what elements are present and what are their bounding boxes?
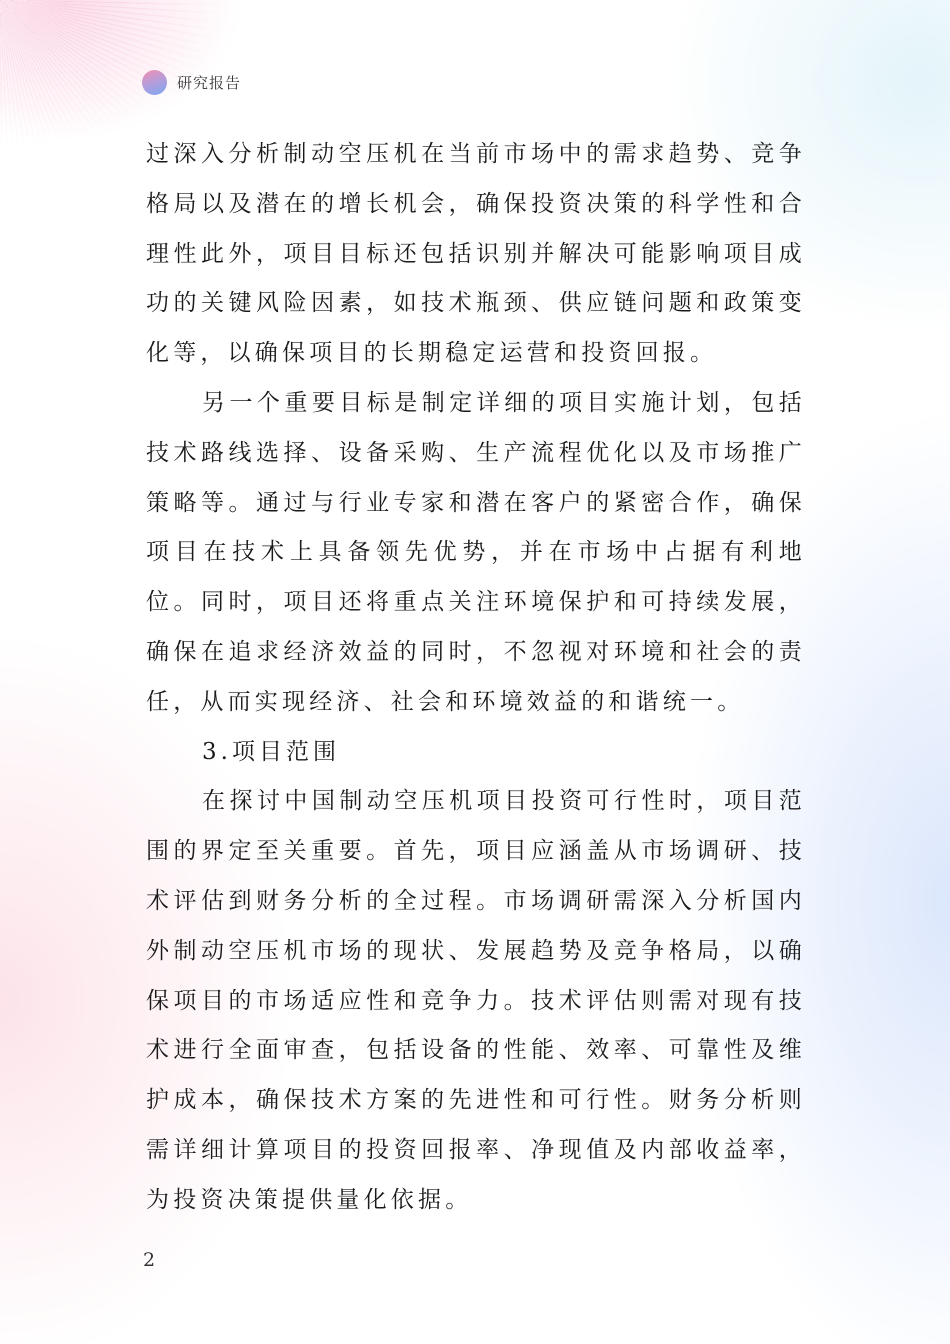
page-header	[142, 68, 241, 96]
page-number: 2	[143, 1249, 156, 1271]
logo-icon	[142, 70, 167, 95]
header-title: 研究报告	[177, 73, 242, 92]
paragraph-1: 过深入分析制动空压机在当前市场中的需求趋势、竞争格局以及潜在的增长机会，确保投资决策的科学性和合理性此外，项目目标还包括识别并解决可能影响项目成功的关键风险因素，如技术瓶颈、供应链问题和政策变化等，以确保项目的长期稳定运营和投资回报。	[146, 141, 806, 367]
paragraph-3: 在探讨中国制动空压机项目投资可行性时，项目范围的界定至关重要。首先，项目应涵盖从市场调研、技术评估到财务分析的全过程。市场调研需深入分析国内外制动空压机市场的现状、发展趋势及竞争格局，以确保项目的市场适应性和竞争力。技术评估则需对现有技术进行全面审查，包括设备的性能、效率、可靠性及维护成本，确保技术方案的先进性和可行性。财务分析则需详细计算项目的投资回报率、净现值及内部收益率，为投资决策提供量化依据。	[146, 788, 806, 1213]
paragraph-2: 另一个重要目标是制定详细的项目实施计划，包括技术路线选择、设备采购、生产流程优化以及市场推广策略等。通过与行业专家和潜在客户的紧密合作，确保项目在技术上具备领先优势，并在市场中占据有利地位。同时，项目还将重点关注环境保护和可持续发展，确保在追求经济效益的同时，不忽视对环境和社会的责任，从而实现经济、社会和环境效益的和谐统一。	[146, 389, 806, 715]
section-heading: 3.项目范围	[202, 738, 340, 765]
body-content	[146, 130, 806, 1226]
